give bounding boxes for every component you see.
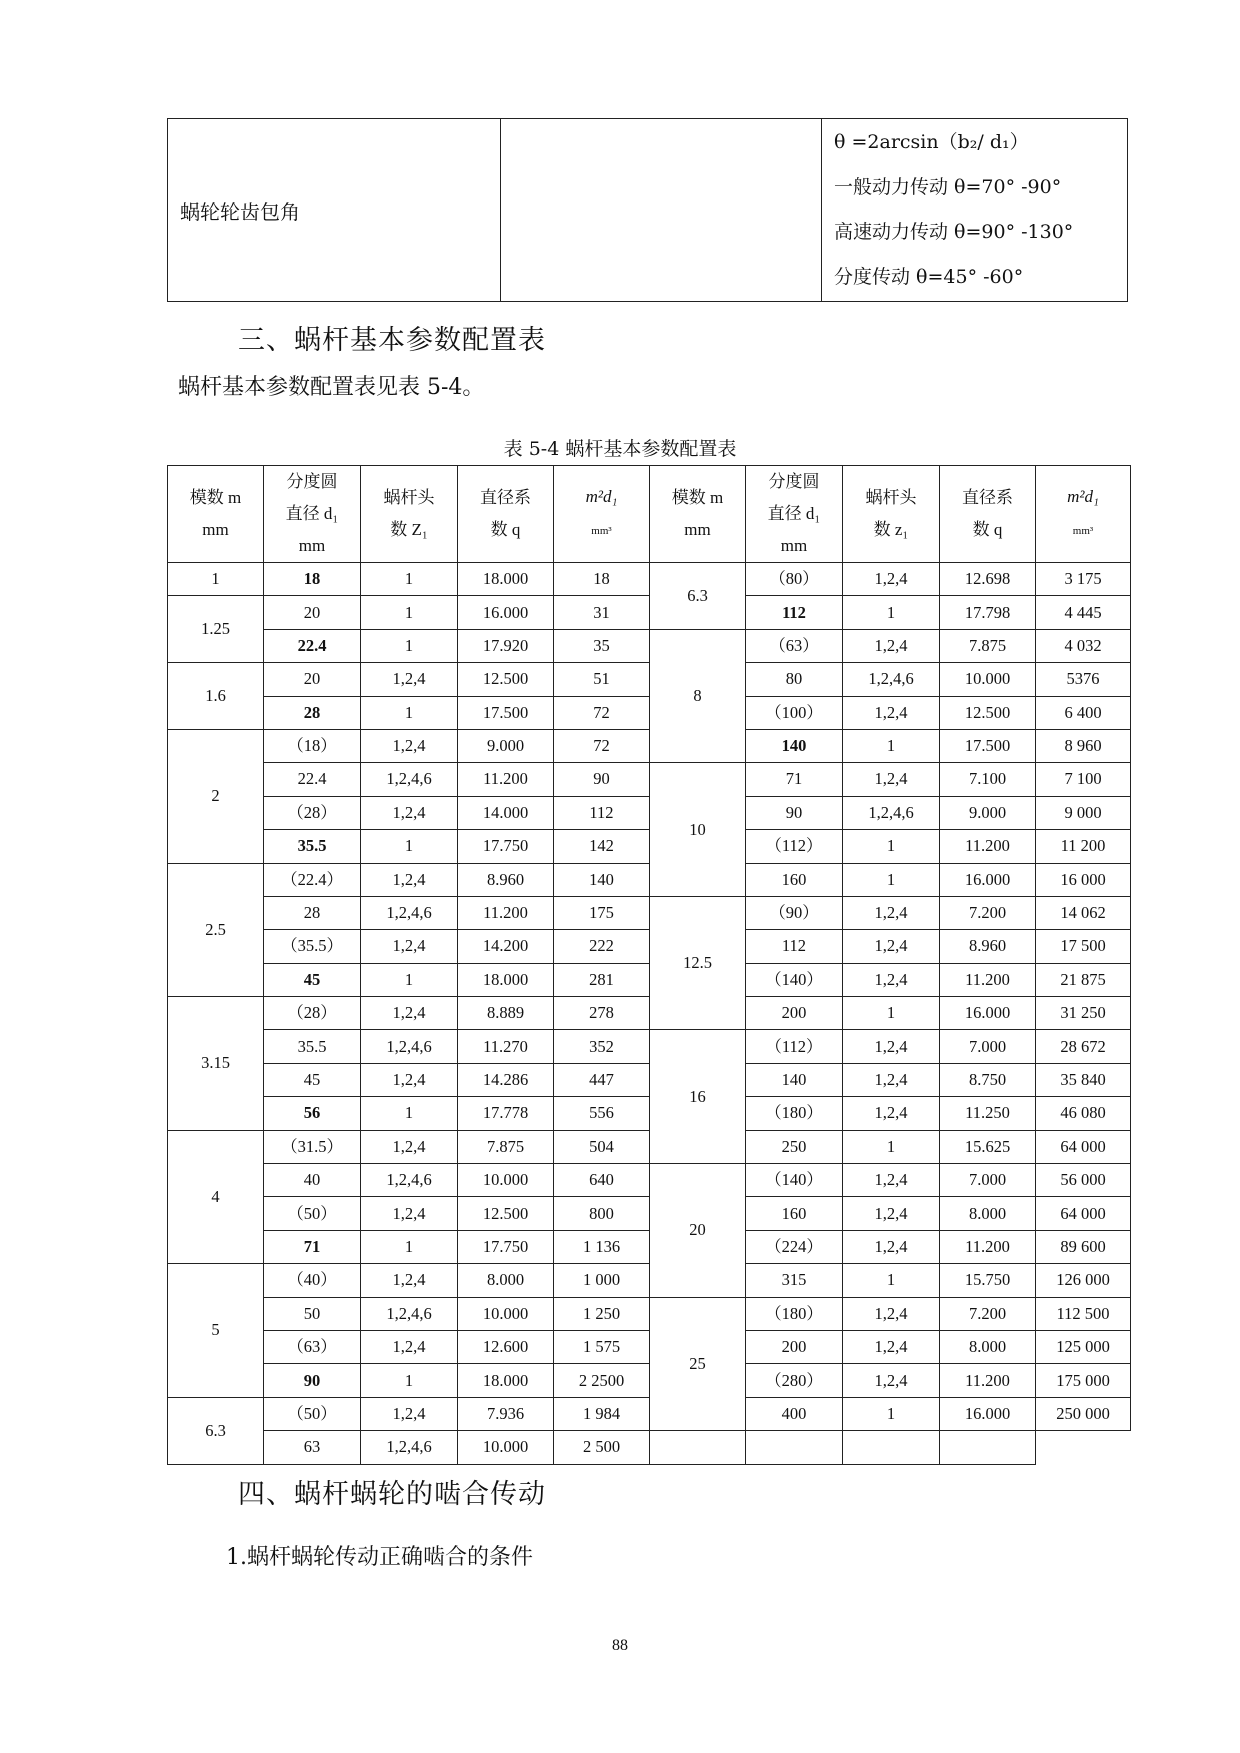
header-pitch-diameter: 分度圆 直径 d₁ mm [264,466,361,563]
pitch-diameter-cell: 28 [264,896,361,929]
diameter-factor-cell-right: 7.200 [940,896,1036,929]
diameter-factor-cell: 18.000 [458,963,554,996]
diameter-factor-cell-right: 15.750 [940,1264,1036,1297]
diameter-factor-cell-right: 11.200 [940,963,1036,996]
pitch-diameter-cell-right: 80 [746,663,843,696]
m2d1-cell-right: 4 445 [1036,596,1131,629]
diameter-factor-cell: 10.000 [458,1431,554,1464]
table-row [168,1397,1131,1430]
table-caption: 表 5-4 蜗杆基本参数配置表 [503,438,737,460]
m2d1-cell: 31 [554,596,650,629]
table-row [168,930,1131,963]
pitch-diameter-cell: 22.4 [264,763,361,796]
starts-cell-right: 1 [843,596,940,629]
diameter-factor-cell: 11.270 [458,1030,554,1063]
pitch-diameter-cell: 71 [264,1230,361,1263]
header-m2d1-right: m²d₁ mm³ [1036,466,1131,563]
diameter-factor-cell-right: 16.000 [940,863,1036,896]
diameter-factor-cell-right: 12.698 [940,563,1036,596]
m2d1-cell: 51 [554,663,650,696]
table-row [168,1230,1131,1263]
table-row [168,1330,1131,1363]
starts-cell: 1,2,4,6 [361,763,458,796]
pitch-diameter-cell: 45 [264,963,361,996]
m2d1-cell: 2 500 [554,1431,650,1464]
starts-cell: 1 [361,830,458,863]
m2d1-cell-right: 28 672 [1036,1030,1131,1063]
pitch-diameter-cell: （63） [264,1330,361,1363]
pitch-diameter-cell-right: 315 [746,1264,843,1297]
m2d1-cell: 281 [554,963,650,996]
diameter-factor-cell-right: 8.750 [940,1063,1036,1096]
starts-cell: 1,2,4 [361,930,458,963]
m2d1-cell: 112 [554,796,650,829]
m2d1-cell-right: 56 000 [1036,1164,1131,1197]
diameter-factor-cell-right: 9.000 [940,796,1036,829]
m2d1-cell: 72 [554,729,650,762]
table-row [168,1431,1131,1464]
diameter-factor-cell-right: 17.798 [940,596,1036,629]
table-row [168,663,1131,696]
starts-cell: 1 [361,629,458,662]
diameter-factor-cell: 14.000 [458,796,554,829]
table-row [168,729,1131,762]
starts-cell: 1,2,4 [361,663,458,696]
pitch-diameter-cell-right: （180） [746,1097,843,1130]
m2d1-cell: 1 000 [554,1264,650,1297]
m2d1-cell: 278 [554,997,650,1030]
m2d1-cell-right: 250 000 [1036,1397,1131,1430]
empty-cell-right [843,1431,940,1464]
module-cell-right: 25 [650,1297,746,1431]
m2d1-cell-right: 46 080 [1036,1097,1131,1130]
pitch-diameter-cell: 28 [264,696,361,729]
m2d1-cell: 800 [554,1197,650,1230]
diameter-factor-cell: 7.936 [458,1397,554,1430]
m2d1-cell: 35 [554,629,650,662]
empty-cell-right [650,1431,746,1464]
section-4-heading: 四、蜗杆蜗轮的啮合传动 [238,1479,546,1510]
diameter-factor-cell-right: 10.000 [940,663,1036,696]
diameter-factor-cell: 17.500 [458,696,554,729]
starts-cell-right: 1,2,4 [843,1297,940,1330]
starts-cell: 1,2,4 [361,1330,458,1363]
diameter-factor-cell-right: 8.960 [940,930,1036,963]
starts-cell-right: 1,2,4 [843,629,940,662]
pitch-diameter-cell: （31.5） [264,1130,361,1163]
starts-cell-right: 1 [843,1397,940,1430]
starts-cell-right: 1,2,4 [843,1030,940,1063]
m2d1-cell: 142 [554,830,650,863]
m2d1-cell-right: 9 000 [1036,796,1131,829]
diameter-factor-cell: 10.000 [458,1297,554,1330]
pitch-diameter-cell-right: （63） [746,629,843,662]
starts-cell: 1 [361,1364,458,1397]
starts-cell: 1,2,4 [361,1063,458,1096]
module-cell-right: 8 [650,629,746,763]
pitch-diameter-cell: 45 [264,1063,361,1096]
m2d1-cell: 1 136 [554,1230,650,1263]
m2d1-cell: 2 2500 [554,1364,650,1397]
module-cell: 2.5 [168,863,264,997]
m2d1-cell: 222 [554,930,650,963]
pitch-diameter-cell: 20 [264,663,361,696]
pitch-diameter-cell: （50） [264,1197,361,1230]
starts-cell-right: 1,2,4 [843,1230,940,1263]
starts-cell: 1 [361,696,458,729]
starts-cell: 1,2,4 [361,796,458,829]
pitch-diameter-cell-right: 112 [746,596,843,629]
starts-cell-right: 1,2,4 [843,1330,940,1363]
m2d1-cell-right: 35 840 [1036,1063,1131,1096]
diameter-factor-cell: 16.000 [458,596,554,629]
diameter-factor-cell: 12.500 [458,663,554,696]
pitch-diameter-cell: （50） [264,1397,361,1430]
module-cell-right: 10 [650,763,746,897]
diameter-factor-cell: 8.889 [458,997,554,1030]
m2d1-cell: 72 [554,696,650,729]
m2d1-cell: 140 [554,863,650,896]
starts-cell-right: 1 [843,830,940,863]
m2d1-cell-right: 21 875 [1036,963,1131,996]
starts-cell: 1,2,4 [361,863,458,896]
starts-cell: 1,2,4,6 [361,1030,458,1063]
pitch-diameter-cell: 35.5 [264,830,361,863]
table-row [168,796,1131,829]
diameter-factor-cell: 12.600 [458,1330,554,1363]
starts-cell-right: 1,2,4 [843,930,940,963]
diameter-factor-cell-right: 7.000 [940,1164,1036,1197]
pitch-diameter-cell-right: 200 [746,997,843,1030]
wrap-angle-table [167,118,1128,302]
wrap-angle-formulas [822,119,1128,302]
pitch-diameter-cell-right: （140） [746,1164,843,1197]
starts-cell-right: 1,2,4 [843,696,940,729]
pitch-diameter-cell: 35.5 [264,1030,361,1063]
diameter-factor-cell: 14.200 [458,930,554,963]
header-module: 模数 m mm [168,466,264,563]
starts-cell: 1 [361,963,458,996]
module-cell: 3.15 [168,997,264,1131]
m2d1-cell-right: 8 960 [1036,729,1131,762]
pitch-diameter-cell-right: 140 [746,1063,843,1096]
m2d1-cell: 18 [554,563,650,596]
formula-line: 高速动力传动 θ=90° -130° [834,221,1074,243]
diameter-factor-cell: 11.200 [458,896,554,929]
diameter-factor-cell: 9.000 [458,729,554,762]
starts-cell: 1,2,4 [361,1397,458,1430]
module-cell: 2 [168,729,264,863]
table-row [168,863,1131,896]
starts-cell-right: 1,2,4 [843,1063,940,1096]
pitch-diameter-cell: 50 [264,1297,361,1330]
starts-cell-right: 1 [843,729,940,762]
diameter-factor-cell: 7.875 [458,1130,554,1163]
table-row [168,1197,1131,1230]
pitch-diameter-cell: 56 [264,1097,361,1130]
table-row [168,1030,1131,1063]
diameter-factor-cell-right: 11.200 [940,1230,1036,1263]
header-m2d1: m²d₁ mm³ [554,466,650,563]
starts-cell-right: 1,2,4 [843,763,940,796]
starts-cell-right: 1,2,4 [843,896,940,929]
pitch-diameter-cell: （28） [264,796,361,829]
m2d1-cell-right: 14 062 [1036,896,1131,929]
m2d1-cell-right: 125 000 [1036,1330,1131,1363]
m2d1-cell: 447 [554,1063,650,1096]
pitch-diameter-cell-right: 200 [746,1330,843,1363]
diameter-factor-cell-right: 8.000 [940,1330,1036,1363]
starts-cell-right: 1,2,4,6 [843,663,940,696]
header-pitch-diameter-right: 分度圆 直径 d₁ mm [746,466,843,563]
module-cell: 6.3 [168,1397,264,1464]
diameter-factor-cell: 11.200 [458,763,554,796]
table-row [168,1297,1131,1330]
starts-cell: 1,2,4,6 [361,1164,458,1197]
starts-cell: 1 [361,596,458,629]
starts-cell-right: 1,2,4 [843,1197,940,1230]
table-header-row [168,466,1131,563]
diameter-factor-cell: 17.920 [458,629,554,662]
pitch-diameter-cell: （28） [264,997,361,1030]
pitch-diameter-cell-right: 90 [746,796,843,829]
module-cell: 4 [168,1130,264,1264]
pitch-diameter-cell-right: 140 [746,729,843,762]
m2d1-cell-right: 11 200 [1036,830,1131,863]
pitch-diameter-cell-right: 400 [746,1397,843,1430]
starts-cell-right: 1,2,4 [843,1364,940,1397]
starts-cell: 1 [361,563,458,596]
m2d1-cell-right: 64 000 [1036,1130,1131,1163]
starts-cell-right: 1 [843,1130,940,1163]
m2d1-cell: 640 [554,1164,650,1197]
starts-cell-right: 1,2,4 [843,1164,940,1197]
pitch-diameter-cell: （40） [264,1264,361,1297]
table-row [168,763,1131,796]
table-row [168,1097,1131,1130]
m2d1-cell: 90 [554,763,650,796]
m2d1-cell-right: 89 600 [1036,1230,1131,1263]
starts-cell: 1,2,4,6 [361,896,458,929]
section-4-subheading: 1.蜗杆蜗轮传动正确啮合的条件 [226,1545,533,1570]
pitch-diameter-cell: 90 [264,1364,361,1397]
table-row [168,1164,1131,1197]
header-diameter-factor: 直径系 数 q [458,466,554,563]
diameter-factor-cell: 17.750 [458,1230,554,1263]
module-cell: 1 [168,563,264,596]
pitch-diameter-cell-right: 250 [746,1130,843,1163]
diameter-factor-cell: 17.778 [458,1097,554,1130]
diameter-factor-cell: 8.960 [458,863,554,896]
header-starts-right: 蜗杆头 数 z₁ [843,466,940,563]
diameter-factor-cell: 18.000 [458,563,554,596]
pitch-diameter-cell-right: （80） [746,563,843,596]
m2d1-cell: 175 [554,896,650,929]
diameter-factor-cell-right: 11.250 [940,1097,1036,1130]
pitch-diameter-cell-right: （112） [746,830,843,863]
table-row [168,963,1131,996]
diameter-factor-cell-right: 16.000 [940,1397,1036,1430]
diameter-factor-cell: 17.750 [458,830,554,863]
m2d1-cell-right: 112 500 [1036,1297,1131,1330]
table-row [168,563,1131,596]
m2d1-cell-right: 7 100 [1036,763,1131,796]
pitch-diameter-cell: （35.5） [264,930,361,963]
module-cell: 5 [168,1264,264,1398]
m2d1-cell-right: 126 000 [1036,1264,1131,1297]
starts-cell: 1,2,4,6 [361,1297,458,1330]
page-number: 88 [612,1637,628,1654]
pitch-diameter-cell: （22.4） [264,863,361,896]
formula-line: 一般动力传动 θ=70° -90° [834,176,1062,198]
pitch-diameter-cell-right: （112） [746,1030,843,1063]
m2d1-cell: 1 984 [554,1397,650,1430]
pitch-diameter-cell-right: 71 [746,763,843,796]
table-row [168,997,1131,1030]
module-cell-right: 16 [650,1030,746,1164]
pitch-diameter-cell-right: （90） [746,896,843,929]
pitch-diameter-cell: （18） [264,729,361,762]
m2d1-cell: 352 [554,1030,650,1063]
formula-line: 分度传动 θ=45° -60° [834,266,1024,288]
pitch-diameter-cell-right: 160 [746,1197,843,1230]
table-row [168,1130,1131,1163]
starts-cell: 1,2,4 [361,1197,458,1230]
m2d1-cell-right: 31 250 [1036,997,1131,1030]
pitch-diameter-cell: 40 [264,1164,361,1197]
m2d1-cell-right: 175 000 [1036,1364,1131,1397]
diameter-factor-cell-right: 8.000 [940,1197,1036,1230]
diameter-factor-cell: 12.500 [458,1197,554,1230]
m2d1-cell: 556 [554,1097,650,1130]
m2d1-cell: 1 250 [554,1297,650,1330]
pitch-diameter-cell-right: （140） [746,963,843,996]
starts-cell-right: 1,2,4,6 [843,796,940,829]
m2d1-cell: 1 575 [554,1330,650,1363]
pitch-diameter-cell-right: （180） [746,1297,843,1330]
pitch-diameter-cell-right: （224） [746,1230,843,1263]
module-cell: 1.25 [168,596,264,663]
diameter-factor-cell-right: 7.875 [940,629,1036,662]
module-cell-right: 6.3 [650,563,746,630]
table-row [168,629,1131,662]
starts-cell-right: 1 [843,863,940,896]
starts-cell: 1,2,4 [361,997,458,1030]
diameter-factor-cell: 8.000 [458,1264,554,1297]
m2d1-cell-right: 4 032 [1036,629,1131,662]
section-3-paragraph: 蜗杆基本参数配置表见表 5-4。 [178,375,485,400]
starts-cell: 1 [361,1097,458,1130]
starts-cell: 1 [361,1230,458,1263]
starts-cell: 1,2,4 [361,1264,458,1297]
header-module-right: 模数 m mm [650,466,746,563]
pitch-diameter-cell-right: 160 [746,863,843,896]
table-row [168,696,1131,729]
starts-cell-right: 1 [843,997,940,1030]
starts-cell: 1,2,4 [361,1130,458,1163]
header-diameter-factor-right: 直径系 数 q [940,466,1036,563]
wrap-angle-label: 蜗轮轮齿包角 [168,119,501,302]
pitch-diameter-cell-right: （100） [746,696,843,729]
pitch-diameter-cell: 18 [264,563,361,596]
diameter-factor-cell-right: 11.200 [940,1364,1036,1397]
m2d1-cell-right: 16 000 [1036,863,1131,896]
table-row [168,1264,1131,1297]
header-starts: 蜗杆头 数 Z₁ [361,466,458,563]
diameter-factor-cell-right: 12.500 [940,696,1036,729]
module-cell: 1.6 [168,663,264,730]
module-cell-right: 12.5 [650,896,746,1030]
starts-cell-right: 1,2,4 [843,1097,940,1130]
pitch-diameter-cell-right: （280） [746,1364,843,1397]
diameter-factor-cell-right: 7.100 [940,763,1036,796]
starts-cell: 1,2,4 [361,729,458,762]
diameter-factor-cell: 10.000 [458,1164,554,1197]
m2d1-cell-right: 6 400 [1036,696,1131,729]
diameter-factor-cell-right: 17.500 [940,729,1036,762]
m2d1-cell-right: 17 500 [1036,930,1131,963]
diameter-factor-cell: 18.000 [458,1364,554,1397]
starts-cell: 1,2,4,6 [361,1431,458,1464]
starts-cell-right: 1 [843,1264,940,1297]
starts-cell-right: 1,2,4 [843,963,940,996]
empty-cell-right [940,1431,1036,1464]
diameter-factor-cell: 14.286 [458,1063,554,1096]
module-cell-right: 20 [650,1164,746,1298]
pitch-diameter-cell: 20 [264,596,361,629]
m2d1-cell-right: 64 000 [1036,1197,1131,1230]
m2d1-cell-right: 3 175 [1036,563,1131,596]
diameter-factor-cell-right: 11.200 [940,830,1036,863]
table-row [168,896,1131,929]
formula-line: θ =2arcsin（b₂/ d₁） [834,131,1029,153]
starts-cell-right: 1,2,4 [843,563,940,596]
diameter-factor-cell-right: 15.625 [940,1130,1036,1163]
m2d1-cell-right: 5376 [1036,663,1131,696]
worm-parameter-table [167,465,1131,1465]
diameter-factor-cell-right: 16.000 [940,997,1036,1030]
table-row [168,1364,1131,1397]
pitch-diameter-cell: 63 [264,1431,361,1464]
diameter-factor-cell-right: 7.200 [940,1297,1036,1330]
empty-cell [501,119,822,302]
table-row [168,830,1131,863]
pitch-diameter-cell-right: 112 [746,930,843,963]
pitch-diameter-cell: 22.4 [264,629,361,662]
section-3-heading: 三、蜗杆基本参数配置表 [238,325,546,356]
diameter-factor-cell-right: 7.000 [940,1030,1036,1063]
empty-cell-right [746,1431,843,1464]
table-row [168,596,1131,629]
m2d1-cell: 504 [554,1130,650,1163]
table-row [168,1063,1131,1096]
